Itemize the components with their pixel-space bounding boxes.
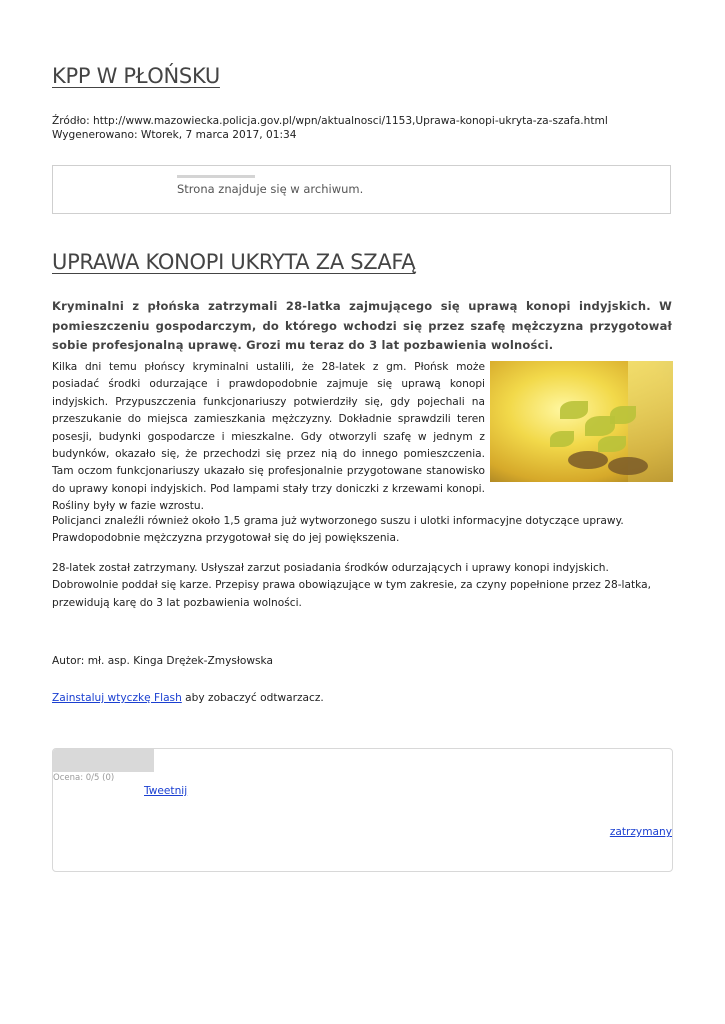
flash-notice <box>52 692 324 704</box>
article-paragraph-3: 28-latek został zatrzymany. Usłyszał zarzut posiadania środków odurzających i uprawy konopi indyjskich. Dobrowolnie poddał się karze. Przepisy prawa obowiązujące w tym zakresie, za czyny popełnione przez 28-latka, przewidują karę do 3 lat pozbawienia wolności. <box>52 562 651 609</box>
archive-bar <box>177 175 255 178</box>
rating-text: Ocena: 0/5 (0) <box>53 773 115 783</box>
document-meta <box>52 114 608 142</box>
install-flash-link[interactable]: Zainstaluj wtyczkę Flash <box>52 692 182 704</box>
tweet-link[interactable]: Tweetnij <box>144 785 188 797</box>
article-paragraph-2: Policjanci znaleźli również około 1,5 grama już wytworzonego suszu i ulotki informacyjne dotyczące uprawy. Prawdopodobnie mężczyzna przygotował się do jej powiększenia. <box>52 515 624 545</box>
tag-link-zatrzymany[interactable]: zatrzymany <box>609 826 672 838</box>
article-lead: Kryminalni z płońska zatrzymali 28-latka zajmującego się uprawą konopi indyjskich. W pomieszczeniu gospodarczym, do którego wchodzi się przez szafę mężczyzna przygotował sobie profesjonalną uprawę. Grozi mu teraz do 3 lat pozbawienia wolności. <box>52 299 672 352</box>
generated-line: Wygenerowano: Wtorek, 7 marca 2017, 01:34 <box>52 129 297 141</box>
rating-stars-bar[interactable] <box>53 749 154 772</box>
source-line: Źródło: http://www.mazowiecka.policja.gov.pl/wpn/aktualnosci/1153,Uprawa-konopi-ukryta-za-szafa.html <box>52 115 608 127</box>
flash-notice-suffix: aby zobaczyć odtwarzacz. <box>181 692 324 704</box>
article-paragraph-1: Kilka dni temu płońscy kryminalni ustalili, że 28-latek z gm. Płońsk może posiadać środki odurzające i prawdopodobnie zajmuje się uprawą konopi indyjskich. Przypuszczenia funkcjonariuszy potwierdziły się, gdy pojechali na przeszukanie do miejsca zamieszkania mężczyzny. Dokładnie sprawdzili teren posesji, budynki gospodarcze i mieszkalne. Gdy otworzyli szafę w jednym z budynków, okazało się, że przechodzi się przez nią do innego pomieszczenia. Tam oczom funkcjonariuszy ukazało się profesjonalnie przygotowane stanowisko do uprawy konopi indyjskich. Pod lampami stały trzy doniczki z krzewami konopi. Rośliny były w fazie wzrostu. <box>52 361 485 513</box>
site-title: KPP W PŁOŃSKU <box>52 64 220 88</box>
archive-notice: Strona znajduje się w archiwum. <box>177 182 364 196</box>
article-author: Autor: mł. asp. Kinga Drężek-Zmysłowska <box>52 655 273 667</box>
rating-box <box>52 748 673 872</box>
article-photo-cannabis-plants <box>490 361 673 482</box>
archive-notice-box <box>52 165 671 214</box>
article-title: UPRAWA KONOPI UKRYTA ZA SZAFĄ <box>52 250 416 274</box>
